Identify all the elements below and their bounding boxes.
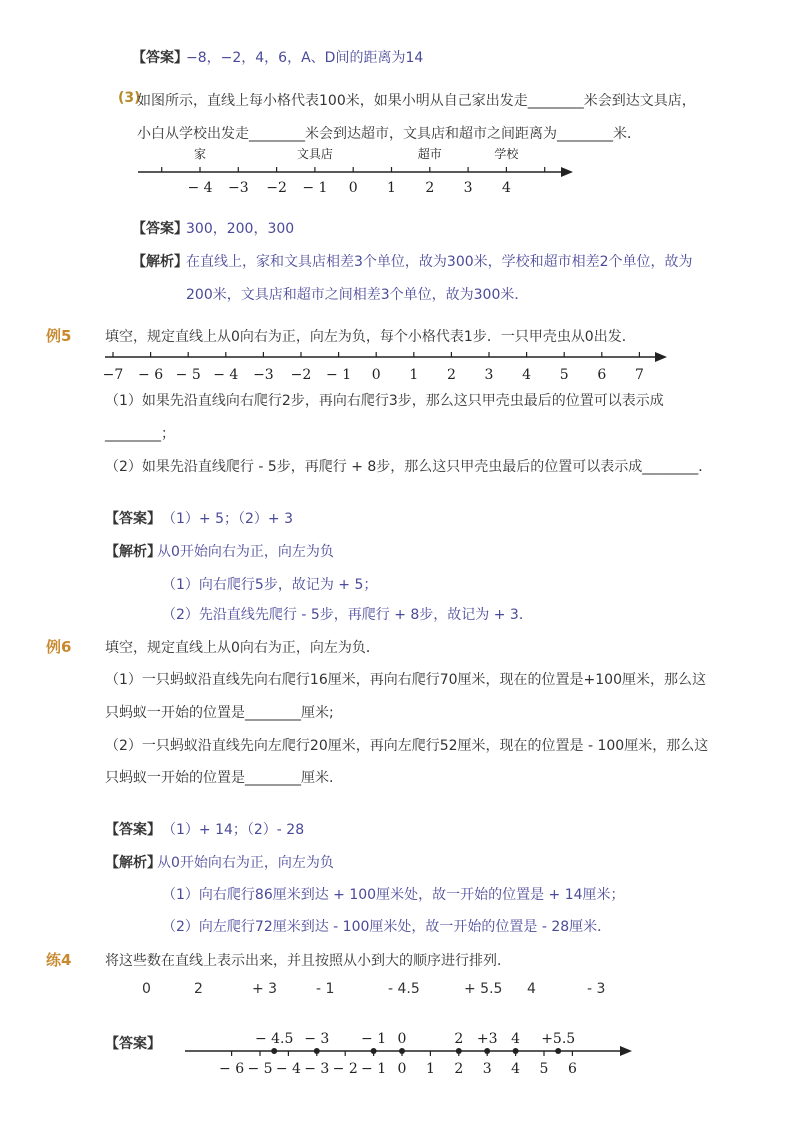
location-label: 文具店	[296, 147, 333, 161]
tick-label: 3	[482, 1061, 492, 1077]
analysis-tag-ex5: 【解析】	[105, 544, 161, 560]
example-5-q2: （2）如果先沿直线爬行 - 5步，再爬行 + 8步，那么这只甲壳虫最后的位置可以表示成________．	[105, 459, 713, 475]
tick-label: 7	[634, 367, 644, 383]
tick-label: 3	[463, 180, 473, 196]
tick-label: 5	[559, 367, 569, 383]
plotted-point	[513, 1048, 519, 1054]
question-3-label: (3)	[118, 90, 141, 106]
tick-label: − 5	[175, 367, 201, 383]
location-label: 学校	[494, 147, 519, 161]
example-5-intro: 填空，规定直线上从0向右为正，向左为负，每个小格代表1步．一只甲壳虫从0出发．	[105, 329, 636, 345]
tick-label: 1	[387, 180, 396, 196]
example-5-q1-line1: （1）如果先沿直线向右爬行2步，再向右爬行3步，那么这只甲壳虫最后的位置可以表示成	[105, 393, 664, 409]
example-6-q2-line2: 只蚂蚁一开始的位置是________厘米.	[105, 770, 334, 786]
practice-4-intro: 将这些数在直线上表示出来，并且按照从小到大的顺序进行排列．	[105, 953, 511, 969]
question-3-line1: 如图所示，直线上每小格代表100米，如果小明从自己家出发走________米会到达文具店，	[137, 93, 696, 109]
example-6-q1-line1: （1）一只蚂蚁沿直线先向右爬行16厘米，再向右爬行70厘米，现在的位置是+100厘米，那么这	[105, 672, 706, 688]
number-item: - 4.5	[388, 981, 420, 997]
number-item: - 3	[587, 981, 606, 997]
analysis-ex5-1: （1）向右爬行5步，故记为 + 5；	[162, 577, 378, 593]
point-label: − 4.5	[254, 1031, 294, 1047]
tick-label: 3	[484, 367, 494, 383]
point-label: +3	[476, 1031, 498, 1047]
number-item: 2	[194, 981, 203, 997]
analysis-ex5-2: （2）先沿直线先爬行 - 5步，再爬行 + 8步，故记为 + 3．	[162, 607, 533, 623]
point-label: − 1	[361, 1031, 387, 1047]
point-label: 0	[397, 1031, 407, 1047]
point-label: +5.5	[541, 1031, 576, 1047]
tick-label: 0	[348, 180, 358, 196]
number-line-example-5	[0, 345, 800, 390]
plotted-point	[271, 1048, 277, 1054]
tick-label: 4	[511, 1061, 521, 1077]
tick-label: − 2	[332, 1061, 358, 1077]
answer-tag-ex5: 【答案】	[105, 511, 161, 527]
answer-tag-p4: 【答案】	[105, 1036, 161, 1052]
question-3-line2: 小白从学校出发走________米会到达超市，文具店和超市之间距离为________米．	[137, 126, 641, 142]
analysis-tag-q3: 【解析】	[132, 254, 188, 270]
tick-label: − 6	[219, 1061, 245, 1077]
number-line-practice-4	[0, 1018, 800, 1078]
tick-label: − 1	[361, 1061, 387, 1077]
example-5-q1-line2: ________；	[105, 426, 175, 442]
number-item: + 5.5	[464, 981, 503, 997]
answer-ex6: （1）+ 14；（2）- 28	[162, 822, 305, 838]
tick-label: 1	[425, 1061, 435, 1077]
analysis-ex6-head: 从0开始向右为正，向左为负	[157, 855, 334, 871]
answer-tag-ex6: 【答案】	[105, 822, 161, 838]
location-label: 超市	[417, 147, 442, 161]
point-label: − 3	[304, 1031, 330, 1047]
plotted-point	[484, 1048, 490, 1054]
answer-tag-q3: 【答案】	[132, 221, 188, 237]
tick-label: − 5	[247, 1061, 273, 1077]
plotted-point	[371, 1048, 377, 1054]
example-6-q1-line2: 只蚂蚁一开始的位置是________厘米;	[105, 705, 334, 721]
tick-label: −3	[253, 367, 274, 383]
answer-tag: 【答案】	[132, 50, 188, 66]
example-6-label: 例6	[46, 638, 72, 656]
tick-label: 0	[371, 367, 381, 383]
analysis-ex6-2: （2）向左爬行72厘米到达 - 100厘米处，故一开始的位置是 - 28厘米．	[162, 919, 612, 935]
tick-label: − 4	[275, 1061, 301, 1077]
tick-label: 0	[397, 1061, 407, 1077]
tick-label: 4	[522, 367, 532, 383]
example-6-q2-line1: （2）一只蚂蚁沿直线先向左爬行20厘米，再向左爬行52厘米，现在的位置是 - 100厘米，那么这	[105, 738, 709, 754]
tick-label: 5	[539, 1061, 549, 1077]
tick-label: 2	[446, 367, 456, 383]
point-label: 2	[454, 1031, 464, 1047]
number-line-q3	[0, 140, 800, 200]
example-6-intro: 填空，规定直线上从0向右为正，向左为负．	[105, 640, 380, 656]
tick-label: −7	[102, 367, 124, 383]
analysis-ex6-1: （1）向右爬行86厘米到达 + 100厘米处，故一开始的位置是 + 14厘米；	[162, 887, 625, 903]
analysis-tag-ex6: 【解析】	[105, 855, 161, 871]
number-item: 4	[527, 981, 536, 997]
plotted-point	[314, 1048, 320, 1054]
analysis-ex5-head: 从0开始向右为正，向左为负	[157, 544, 334, 560]
tick-label: 6	[567, 1061, 577, 1077]
answer-ex5: （1）+ 5；（2）+ 3	[162, 511, 293, 527]
tick-label: 1	[409, 367, 419, 383]
analysis-q3-line2: 200米，文具店和超市之间相差3个单位，故为300米．	[186, 287, 529, 303]
tick-label: 4	[501, 180, 511, 196]
tick-label: −3	[227, 180, 249, 196]
number-item: + 3	[252, 981, 278, 997]
tick-label: 2	[425, 180, 435, 196]
answer-q3: 300，200，300	[186, 221, 295, 237]
tick-label: − 4	[213, 367, 239, 383]
practice-4-label: 练4	[46, 951, 72, 969]
tick-label: −2	[266, 180, 287, 196]
number-item: 0	[142, 981, 151, 997]
practice-4-number-list	[0, 981, 800, 1001]
tick-label: 6	[597, 367, 607, 383]
tick-label: − 1	[302, 180, 328, 196]
tick-label: − 3	[304, 1061, 330, 1077]
plotted-point	[456, 1048, 462, 1054]
location-label: 家	[193, 147, 207, 161]
point-label: 4	[511, 1031, 521, 1047]
analysis-q3-line1: 在直线上，家和文具店相差3个单位，故为300米，学校和超市相差2个单位，故为	[186, 254, 693, 270]
tick-label: 2	[454, 1061, 464, 1077]
number-item: - 1	[316, 981, 335, 997]
tick-label: − 6	[138, 367, 164, 383]
tick-label: − 4	[187, 180, 213, 196]
plotted-point	[399, 1048, 405, 1054]
example-5-label: 例5	[46, 327, 72, 345]
plotted-point	[555, 1048, 561, 1054]
tick-label: −2	[290, 367, 312, 383]
tick-label: − 1	[326, 367, 352, 383]
answer-text: −8，−2，4，6，A、D间的距离为14	[186, 50, 424, 66]
